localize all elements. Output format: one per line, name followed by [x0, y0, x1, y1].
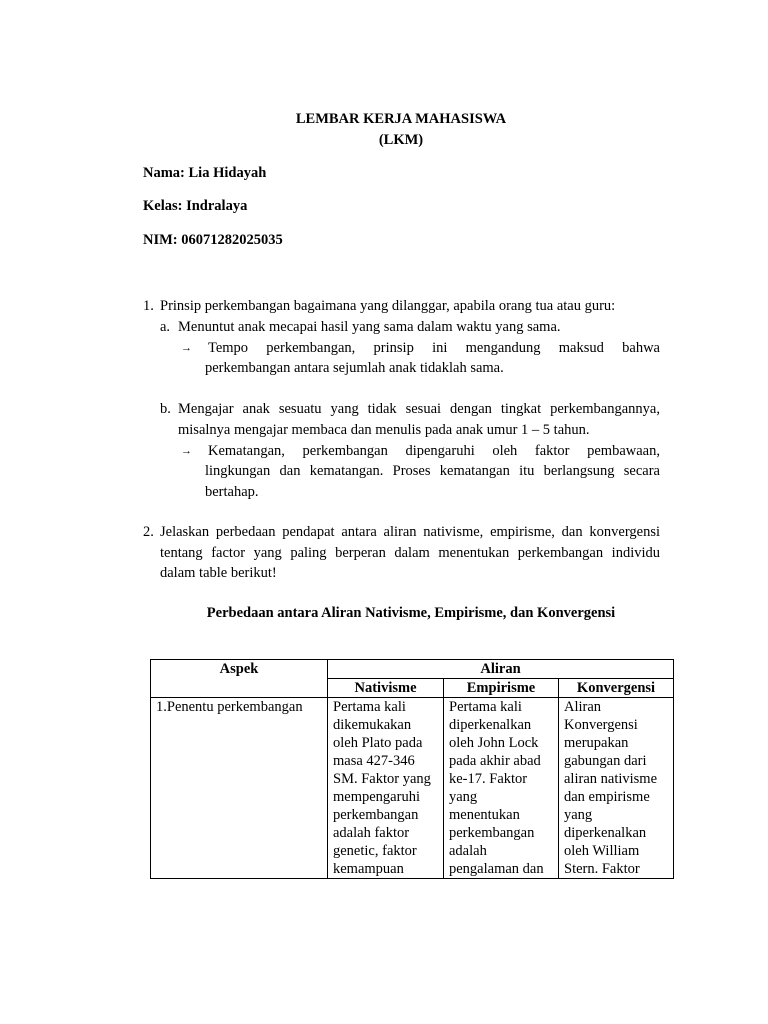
cell-line: aliran nativisme	[564, 771, 658, 787]
student-nim: NIM: 06071282025035	[143, 232, 283, 248]
question-1a-text: Menuntut anak mecapai hasil yang sama dalam waktu yang sama.	[178, 319, 561, 335]
table-title: Perbedaan antara Aliran Nativisme, Empirisme, dan Konvergensi	[206, 605, 616, 621]
cell-line: diperkenalkan	[564, 825, 647, 841]
question-1-text: Prinsip perkembangan bagaimana yang dilanggar, apabila orang tua atau guru:	[160, 298, 616, 314]
cell-line: menentukan	[449, 807, 520, 823]
cell-line: adalah	[449, 843, 487, 859]
question-1b-line2: misalnya mengajar membaca dan menulis pada anak umur 1 – 5 tahun.	[178, 422, 590, 438]
comparison-table	[150, 659, 674, 879]
cell-line: kemampuan	[333, 861, 404, 877]
cell-line: ke-17. Faktor	[449, 771, 528, 787]
answer-1a-line1: Tempo perkembangan, prinsip ini mengandung maksud bahwa	[208, 340, 660, 356]
cell-line: oleh John Lock	[449, 735, 539, 751]
cell-line: perkembangan	[449, 825, 535, 841]
cell-line: Pertama kali	[333, 699, 406, 715]
cell-line: Aliran	[564, 699, 602, 715]
question-2-number: 2.	[143, 524, 154, 540]
table-header-row	[151, 660, 674, 679]
question-2-line3: dalam table berikut!	[160, 565, 277, 581]
cell-line: diperkenalkan	[449, 717, 532, 733]
cell-line: Stern. Faktor	[564, 861, 640, 877]
answer-1a-line2: perkembangan antara sejumlah anak tidaklah sama.	[205, 360, 504, 376]
cell-line: dan empirisme	[564, 789, 650, 805]
answer-1b-line1: Kematangan, perkembangan dipengaruhi oleh faktor pembawaan,	[208, 443, 660, 459]
cell-line: merupakan	[564, 735, 629, 751]
document-subtitle: (LKM)	[378, 132, 424, 148]
document-title: LEMBAR KERJA MAHASISWA	[295, 111, 507, 127]
cell-line: pada akhir abad	[449, 753, 541, 769]
table-row	[151, 698, 674, 879]
cell-line: SM. Faktor yang	[333, 771, 431, 787]
arrow-icon: →	[181, 342, 192, 354]
header-aliran: Aliran	[328, 660, 674, 679]
question-1-number: 1.	[143, 298, 154, 314]
header-empirisme: Empirisme	[444, 679, 559, 698]
answer-1b-line3: bertahap.	[205, 484, 259, 500]
question-1a-label: a.	[160, 319, 171, 335]
cell-line: oleh Plato pada	[333, 735, 423, 751]
cell-line: oleh William	[564, 843, 640, 859]
cell-konvergensi	[559, 698, 674, 879]
header-nativisme: Nativisme	[328, 679, 444, 698]
cell-line: gabungan dari	[564, 753, 647, 769]
arrow-icon: →	[181, 445, 192, 457]
answer-1b-line2: lingkungan dan kematangan. Proses kematangan itu berlangsung secara	[205, 463, 660, 479]
cell-line: Konvergensi	[564, 717, 638, 733]
cell-line: yang	[564, 807, 593, 823]
cell-line: Pertama kali	[449, 699, 522, 715]
question-2-line2: tentang factor yang paling berperan dalam menentukan perkembangan individu	[160, 545, 660, 561]
question-1b-line1: Mengajar anak sesuatu yang tidak sesuai dengan tingkat perkembangannya,	[178, 401, 660, 417]
student-name: Nama: Lia Hidayah	[143, 165, 267, 181]
cell-line: pengalaman dan	[449, 861, 544, 877]
cell-line: genetic, faktor	[333, 843, 417, 859]
cell-line: dikemukakan	[333, 717, 412, 733]
student-class: Kelas: Indralaya	[143, 198, 248, 214]
cell-line: perkembangan	[333, 807, 419, 823]
header-konvergensi: Konvergensi	[559, 679, 674, 698]
cell-aspek: 1.Penentu perkembangan	[151, 698, 328, 879]
cell-nativisme	[328, 698, 444, 879]
cell-line: adalah faktor	[333, 825, 410, 841]
cell-empirisme	[444, 698, 559, 879]
question-2-line1: Jelaskan perbedaan pendapat antara aliran nativisme, empirisme, dan konvergensi	[160, 524, 660, 540]
cell-line: mempengaruhi	[333, 789, 420, 805]
cell-line: yang	[449, 789, 478, 805]
cell-line: masa 427-346	[333, 753, 415, 769]
question-1b-label: b.	[160, 401, 171, 417]
header-aspek: Aspek	[151, 660, 328, 698]
